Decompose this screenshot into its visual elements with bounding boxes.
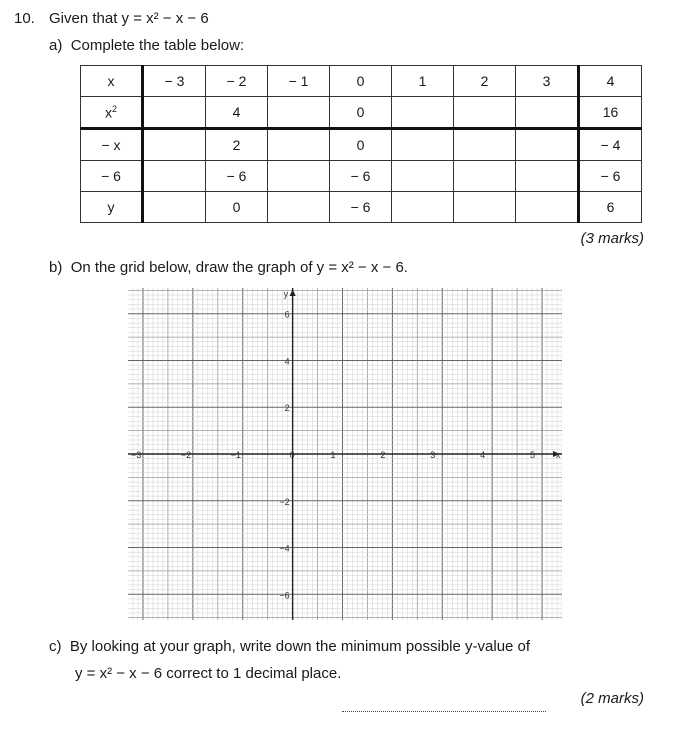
table-cell: − 6: [206, 161, 268, 192]
table-cell[interactable]: [516, 129, 579, 161]
x-tick-label: 1: [330, 450, 336, 460]
table-cell: − 4: [579, 129, 642, 161]
table-cell: 0: [206, 192, 268, 223]
table-cell: 16: [579, 97, 642, 129]
table-cell: 2: [206, 129, 268, 161]
table-cell[interactable]: [516, 192, 579, 223]
part-b-text: On the grid below, draw the graph of y = x² − x − 6.: [70, 259, 408, 276]
x-tick-label: −1: [230, 450, 242, 460]
row-label-cell: y: [81, 192, 143, 223]
y-tick-label: −6: [279, 590, 290, 601]
y-axis-label: y: [283, 289, 289, 299]
x-tick-label: −2: [180, 450, 192, 460]
table-cell[interactable]: [143, 161, 206, 192]
table-cell[interactable]: [454, 161, 516, 192]
table-cell[interactable]: [392, 97, 454, 129]
table-header-cell: 2: [454, 66, 516, 97]
table-cell[interactable]: [268, 161, 330, 192]
x-axis-label: x: [556, 450, 561, 460]
table-header-cell: 3: [516, 66, 579, 97]
table-cell[interactable]: [268, 129, 330, 161]
y-tick-label: 4: [284, 356, 290, 367]
part-c-marks: (2 marks): [580, 690, 644, 707]
part-b-prompt: [49, 259, 408, 276]
x-tick-label: 0: [289, 450, 295, 460]
part-a-marks: (3 marks): [580, 230, 644, 247]
values-table: [80, 65, 642, 223]
x-tick-label: 4: [480, 450, 486, 460]
y-tick-label: −4: [279, 543, 290, 554]
table-cell[interactable]: [392, 129, 454, 161]
table-cell[interactable]: [268, 192, 330, 223]
x-tick-label: 3: [430, 450, 436, 460]
table-header-cell: 1: [392, 66, 454, 97]
table-header-cell: x: [81, 66, 143, 97]
x-tick-label: 5: [530, 450, 536, 460]
table-header-cell: 4: [579, 66, 642, 97]
table-cell[interactable]: [516, 97, 579, 129]
table-header-cell: − 3: [143, 66, 206, 97]
part-a-text: Complete the table below:: [70, 37, 245, 54]
table-cell[interactable]: [143, 97, 206, 129]
part-c-prompt: [49, 638, 530, 655]
table-header-cell: − 1: [268, 66, 330, 97]
table-row: [81, 192, 642, 223]
row-label-cell: $x^2$: [81, 97, 143, 129]
y-tick-label: 6: [284, 309, 290, 320]
part-c-label: c): [49, 638, 62, 655]
table-cell[interactable]: [143, 129, 206, 161]
table-cell[interactable]: [454, 97, 516, 129]
table-cell[interactable]: [454, 129, 516, 161]
table-cell: 4: [206, 97, 268, 129]
table-row: [81, 161, 642, 192]
table-cell[interactable]: [454, 192, 516, 223]
table-cell: − 6: [579, 161, 642, 192]
table-cell[interactable]: [516, 161, 579, 192]
table-row: [81, 97, 642, 129]
graph-grid[interactable]: [128, 288, 562, 620]
table-header-row: [81, 66, 642, 97]
x-tick-label: 2: [380, 450, 386, 460]
part-c-line1: By looking at your graph, write down the minimum possible y-value of: [69, 638, 531, 655]
table-cell: 0: [330, 129, 392, 161]
part-a-label: a): [49, 37, 63, 54]
answer-line[interactable]: [342, 711, 546, 712]
y-tick-label: −2: [279, 496, 290, 507]
table-header-cell: 0: [330, 66, 392, 97]
question-statement: Given that y = x² − x − 6: [49, 10, 209, 27]
part-c-line2: y = x² − x − 6 correct to 1 decimal place.: [75, 665, 342, 682]
table-cell[interactable]: [392, 161, 454, 192]
question-number: 10.: [14, 10, 35, 27]
part-b-label: b): [49, 259, 63, 276]
row-label-cell: − 6: [81, 161, 143, 192]
table-cell[interactable]: [268, 97, 330, 129]
table-cell[interactable]: [143, 192, 206, 223]
table-cell[interactable]: [392, 192, 454, 223]
row-label-cell: − x: [81, 129, 143, 161]
table-cell: − 6: [330, 161, 392, 192]
table-cell: 0: [330, 97, 392, 129]
table-cell: − 6: [330, 192, 392, 223]
part-a-prompt: [49, 37, 244, 54]
y-tick-label: 2: [284, 403, 290, 414]
x-tick-label: −3: [130, 450, 142, 460]
table-cell: 6: [579, 192, 642, 223]
graph-paper[interactable]: [128, 288, 562, 620]
table-header-cell: − 2: [206, 66, 268, 97]
table-row: [81, 129, 642, 161]
